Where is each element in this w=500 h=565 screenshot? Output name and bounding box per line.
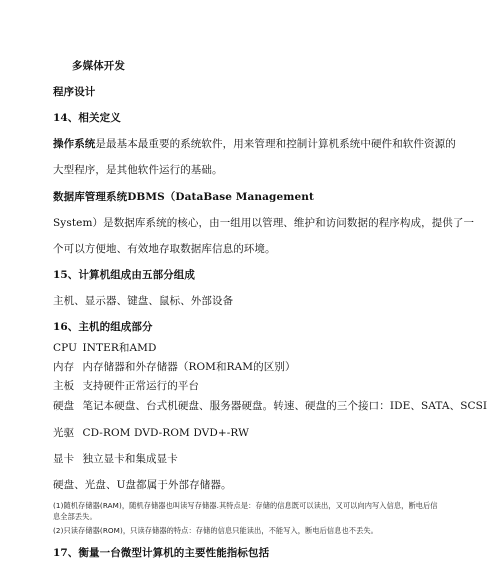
dbms-term-line xyxy=(53,190,314,204)
rom-note: (2)只读存储器(ROM)，只读存储器的特点：存储的信息只能读出，不能写入，断电后信息也不丢失。 xyxy=(53,526,378,535)
graphics-card-row xyxy=(53,452,178,466)
external-storage-note: 硬盘、光盘、U盘都属于外部存储器。 xyxy=(53,479,232,491)
optical-drive-label: 光驱 xyxy=(53,427,75,439)
heading-programming: 程序设计 xyxy=(53,86,96,98)
harddisk-value: 笔记本硬盘、台式机硬盘、服务器硬盘。转速、硬盘的三个接口：IDE、SATA、SCSI xyxy=(82,400,488,412)
section-16-title: 16、主机的组成部分 xyxy=(53,321,153,333)
graphics-card-value: 独立显卡和集成显卡 xyxy=(82,453,178,465)
os-definition-text: 是最基本最重要的系统软件，用来管理和控制计算机系统中硬件和软件资源的 xyxy=(95,138,456,150)
motherboard-label: 主板 xyxy=(53,380,75,392)
section-15-title: 15、计算机组成由五部分组成 xyxy=(53,269,196,281)
dbms-term: 数据库管理系统 xyxy=(53,191,128,203)
heading-multimedia: 多媒体开发 xyxy=(72,60,125,72)
section-14-title: 14、相关定义 xyxy=(53,112,121,124)
harddisk-label: 硬盘 xyxy=(53,400,75,412)
cpu-row xyxy=(53,341,157,355)
ram-note-line-1: (1)随机存储器(RAM)，随机存储器也叫读写存储器.其特点是：存储的信息既可以读出，又可以向内写入信息，断电后信 xyxy=(53,501,438,510)
dbms-definition-line-2: 个可以方便地、有效地存取数据库信息的环境。 xyxy=(53,243,276,255)
os-definition-line-2: 大型程序，是其他软件运行的基础。 xyxy=(53,164,223,176)
optical-drive-value: CD-ROM DVD-ROM DVD+-RW xyxy=(82,427,250,439)
dbms-term-english: DBMS（DataBase Management xyxy=(127,191,314,203)
memory-row xyxy=(53,360,296,374)
os-term: 操作系统 xyxy=(53,138,96,150)
memory-label: 内存 xyxy=(53,361,75,373)
optical-drive-row xyxy=(53,426,249,440)
motherboard-value: 支持硬件正常运行的平台 xyxy=(82,380,200,392)
graphics-card-label: 显卡 xyxy=(53,453,75,465)
cpu-value: INTER和AMD xyxy=(82,342,157,354)
dbms-definition-line-1: System）是数据库系统的核心，由一组用以管理、维护和访问数据的程序构成，提供了一 xyxy=(53,217,475,229)
section-17-title: 17、衡量一台微型计算机的主要性能指标包括 xyxy=(53,547,270,559)
ram-note-line-2: 息全部丢失。 xyxy=(53,512,97,521)
computer-components-list: 主机、显示器、键盘、鼠标、外部设备 xyxy=(53,295,234,307)
memory-value: 内存储器和外存储器（ROM和RAM的区别） xyxy=(82,361,296,373)
harddisk-row xyxy=(53,399,487,413)
os-definition-line-1 xyxy=(53,137,456,151)
cpu-label: CPU xyxy=(53,342,78,354)
motherboard-row xyxy=(53,379,199,393)
